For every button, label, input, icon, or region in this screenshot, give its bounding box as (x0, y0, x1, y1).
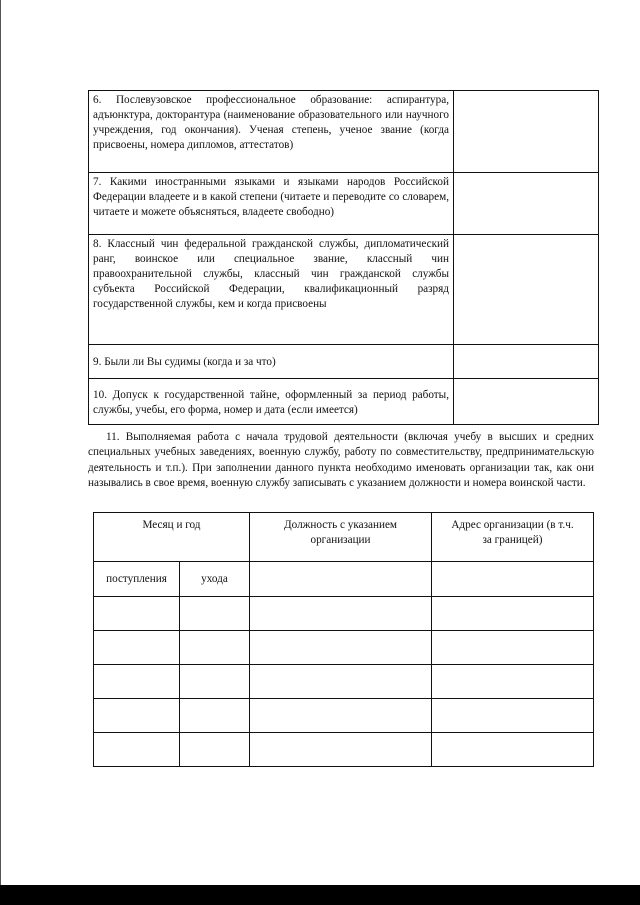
work-cell[interactable] (94, 631, 180, 665)
work-cell[interactable] (94, 665, 180, 699)
header-position: Должность с указанием организации (250, 513, 432, 562)
questionnaire-table (88, 90, 599, 425)
work-row (94, 665, 594, 699)
work-cell[interactable] (432, 733, 594, 767)
work-cell[interactable] (432, 562, 594, 597)
work-cell[interactable] (180, 631, 250, 665)
question-6-text: 6. Послевузовское профессиональное образование: аспирантура, адъюнктура, докторантура (наименование образовательного или научного учреждения, год окончания). Ученая степень, ученое звание (когда присвоены, номера дипломов, аттестатов) (89, 91, 454, 173)
work-history-table (93, 512, 594, 767)
work-header-row (94, 513, 594, 562)
work-cell[interactable] (94, 597, 180, 631)
question-8-answer[interactable] (454, 235, 599, 345)
subheader-start: поступления (94, 562, 180, 597)
question-row-8 (89, 235, 599, 345)
scan-bottom-border (0, 885, 640, 905)
work-cell[interactable] (250, 665, 432, 699)
header-address: Адрес организации (в т.ч. за границей) (432, 513, 594, 562)
question-8-text: 8. Классный чин федеральной гражданской службы, дипломатический ранг, воинское или специальное звание, классный чин правоохранительной службы, классный чин гражданской службы субъекта Российской Федерации, квалификационный разряд государственной службы, кем и когда присвоены (89, 235, 454, 345)
question-6-answer[interactable] (454, 91, 599, 173)
work-cell[interactable] (250, 733, 432, 767)
work-cell[interactable] (250, 631, 432, 665)
item-11-instructions: 11. Выполняемая работа с начала трудовой деятельности (включая учебу в высших и средних специальных учебных заведениях, военную службу, работу по совместительству, предпринимательскую деятельность и т.п.). При заполнении данного пункта необходимо именовать организации так, как они назывались в свое время, военную службу записывать с указанием должности и номера воинской части. (88, 431, 594, 489)
work-cell[interactable] (94, 733, 180, 767)
work-cell[interactable] (250, 699, 432, 733)
work-cell[interactable] (250, 597, 432, 631)
question-7-text: 7. Какими иностранными языками и языками народов Российской Федерации владеете и в какой степени (читаете и переводите со словарем, читаете и можете объясняться, владеете свободно) (89, 173, 454, 235)
work-cell[interactable] (180, 597, 250, 631)
work-cell[interactable] (180, 665, 250, 699)
work-row (94, 631, 594, 665)
work-subheader-row (94, 562, 594, 597)
work-cell[interactable] (432, 631, 594, 665)
question-row-10 (89, 379, 599, 425)
header-month-year: Месяц и год (94, 513, 250, 562)
work-row (94, 597, 594, 631)
work-cell[interactable] (94, 699, 180, 733)
question-10-answer[interactable] (454, 379, 599, 425)
question-9-text: 9. Были ли Вы судимы (когда и за что) (89, 345, 454, 379)
work-cell[interactable] (250, 562, 432, 597)
work-row (94, 733, 594, 767)
work-cell[interactable] (432, 699, 594, 733)
work-cell[interactable] (432, 597, 594, 631)
subheader-end: ухода (180, 562, 250, 597)
question-9-answer[interactable] (454, 345, 599, 379)
scan-edge (0, 0, 1, 905)
work-cell[interactable] (180, 699, 250, 733)
question-10-text: 10. Допуск к государственной тайне, оформленный за период работы, службы, учебы, его форма, номер и дата (если имеется) (89, 379, 454, 425)
work-row (94, 699, 594, 733)
question-7-answer[interactable] (454, 173, 599, 235)
question-row-6 (89, 91, 599, 173)
work-cell[interactable] (432, 665, 594, 699)
work-cell[interactable] (180, 733, 250, 767)
question-row-9 (89, 345, 599, 379)
question-row-7 (89, 173, 599, 235)
